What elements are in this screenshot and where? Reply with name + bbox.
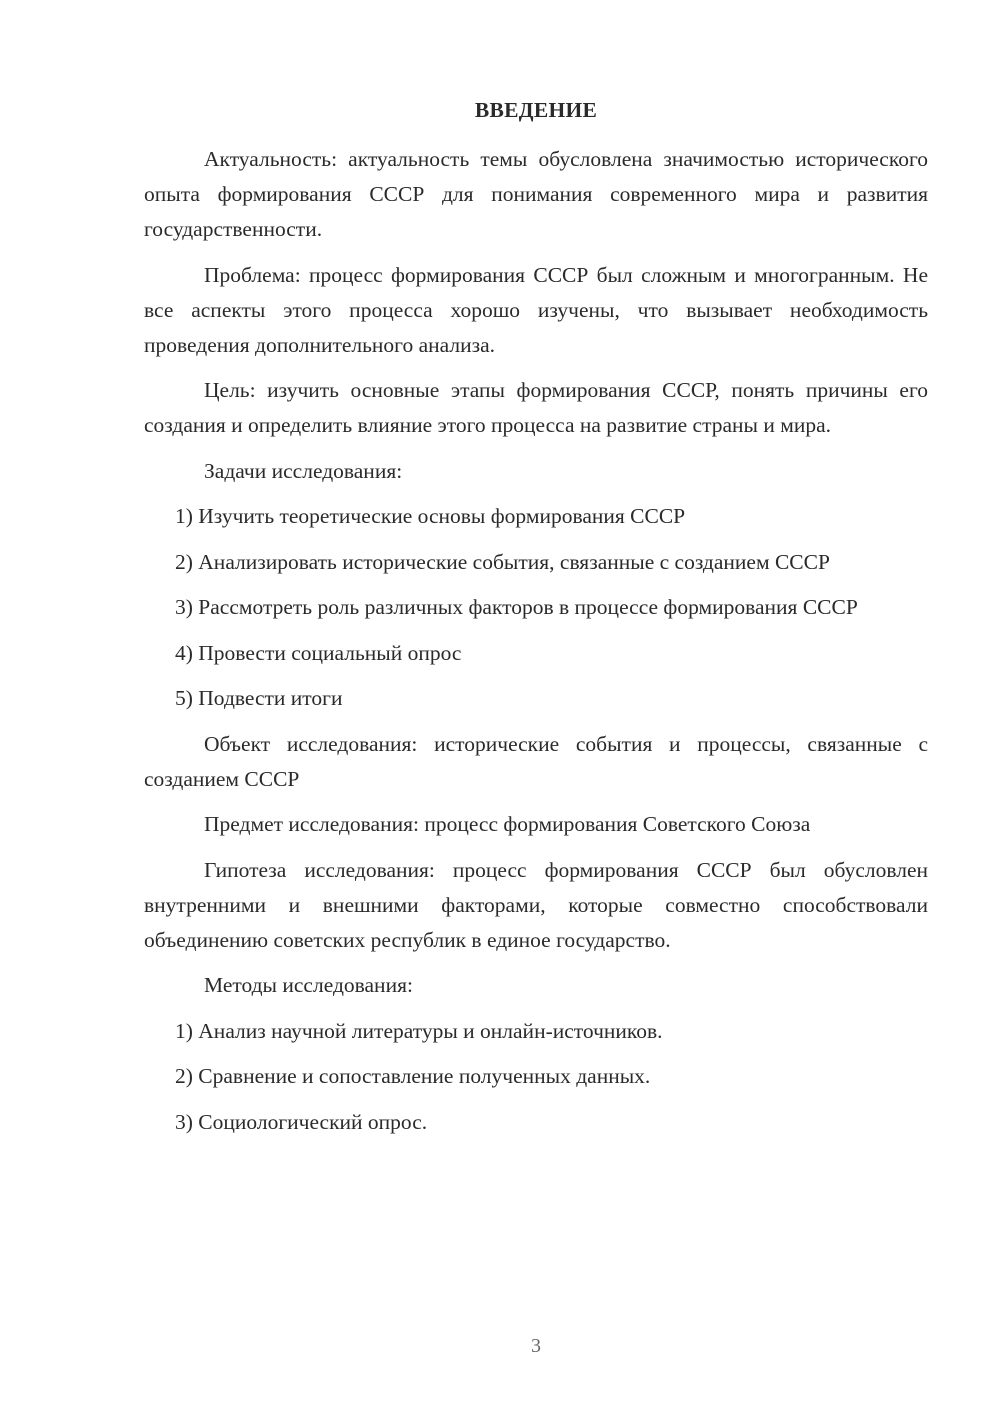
task-item-4: 4) Провести социальный опрос [175, 640, 462, 665]
task-item-3: 3) Рассмотреть роль различных факторов в процессе формирования СССР [175, 595, 858, 619]
section-body [144, 142, 928, 1150]
section-title: ВВЕДЕНИЕ [474, 98, 598, 122]
paragraph-object: Объект исследования: исторические события и процессы, связанные с созданием СССР [144, 731, 928, 791]
method-item-3: 3) Социологический опрос. [175, 1109, 428, 1134]
task-item-2: 2) Анализировать исторические события, связанные с созданием СССР [175, 549, 830, 574]
paragraph-goal: Цель: изучить основные этапы формирования СССР, понять причины его создания и определить влияние этого процесса на развитие страны и мира. [144, 378, 928, 437]
methods-heading: Методы исследования: [204, 973, 413, 997]
task-item-5: 5) Подвести итоги [175, 686, 343, 710]
paragraph-subject: Предмет исследования: процесс формирования Советского Союза [204, 812, 811, 836]
paragraph-problem: Проблема: процесс формирования СССР был сложным и многогранным. Не все аспекты этого процесса хорошо изучены, что вызывает необходимость проведения дополнительного анализа. [144, 262, 928, 357]
page-number: 3 [531, 1335, 541, 1357]
paragraph-hypothesis: Гипотеза исследования: процесс формирования СССР был обусловлен внутренними и внешними факторами, которые совместно способствовали объединению советских республик в единое государство. [144, 857, 928, 952]
method-item-2: 2) Сравнение и сопоставление полученных данных. [175, 1064, 651, 1088]
task-item-1: 1) Изучить теоретические основы формирования СССР [175, 504, 686, 528]
tasks-heading: Задачи исследования: [204, 458, 403, 483]
paragraph-relevance: Актуальность: актуальность темы обусловлена значимостью исторического опыта формирования СССР для понимания современного мира и развития государственности. [144, 147, 928, 241]
method-item-1: 1) Анализ научной литературы и онлайн-источников. [175, 1018, 663, 1043]
